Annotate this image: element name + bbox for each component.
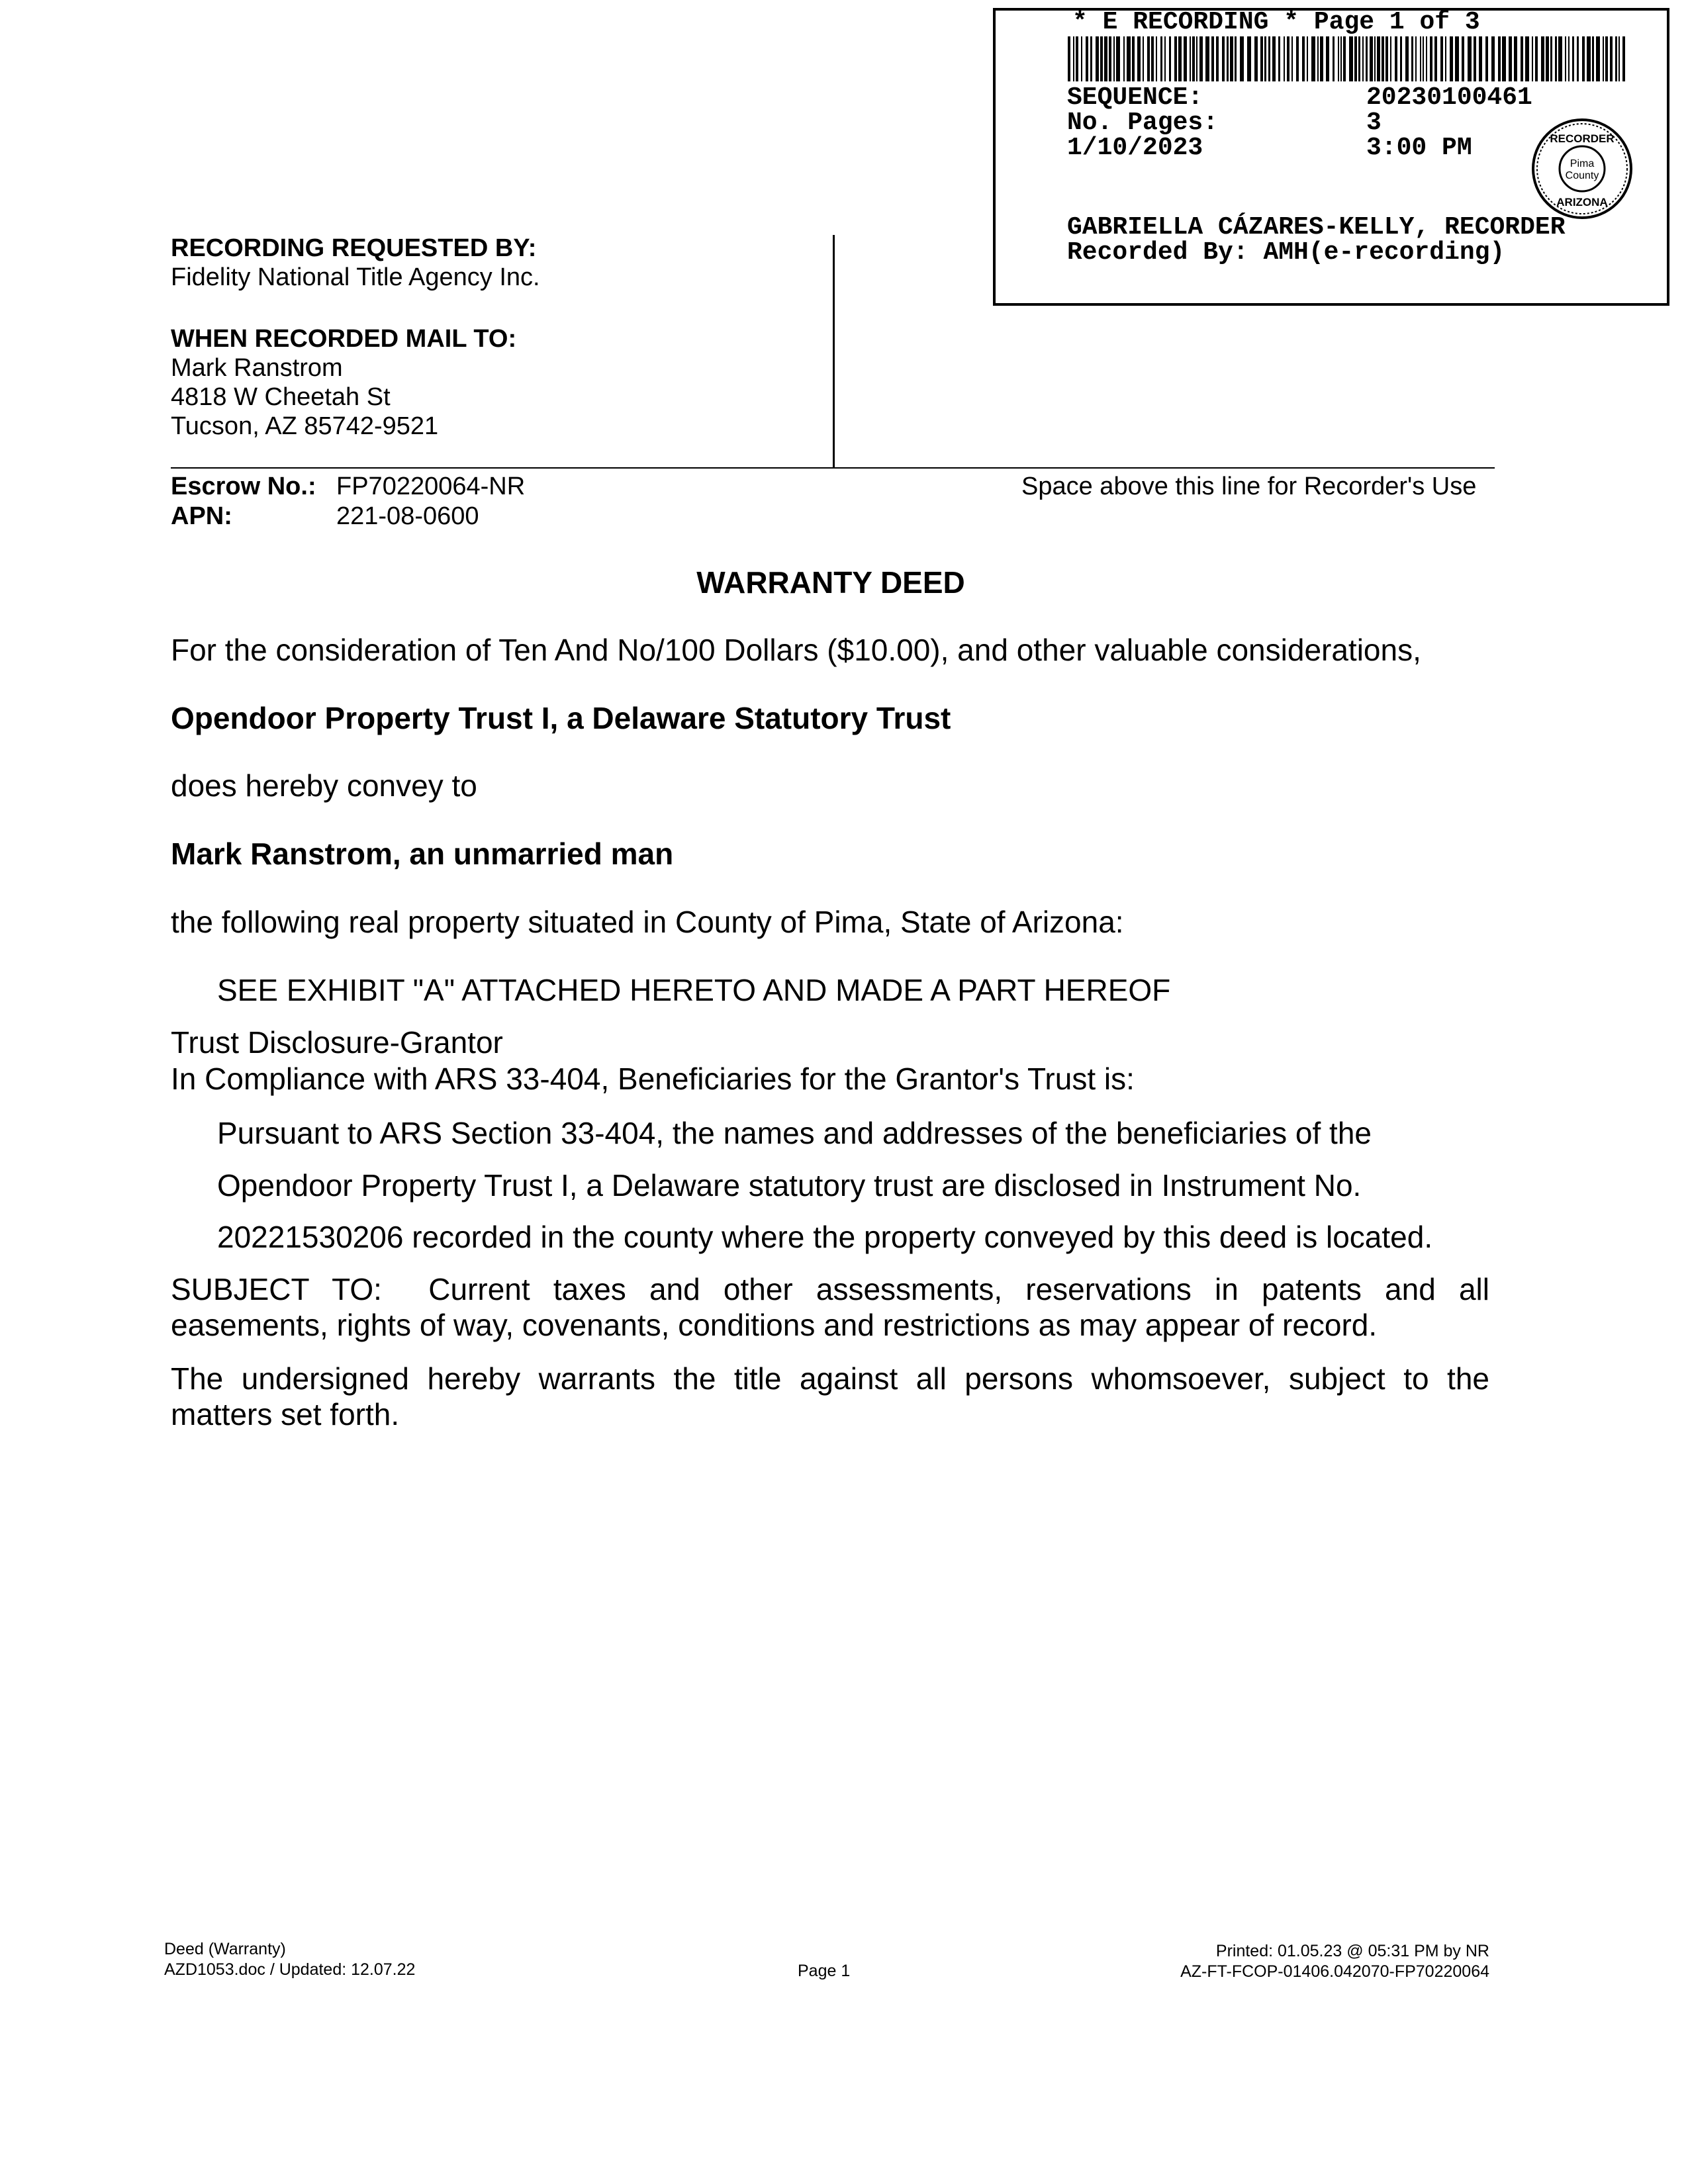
apn-label: APN: [171,502,232,530]
recording-requested-value: Fidelity National Title Agency Inc. [171,263,540,291]
barcode-bar [1485,36,1488,81]
barcode-bar [1068,36,1070,81]
barcode-bar [1565,36,1566,81]
barcode-bar [1113,36,1115,81]
barcode-bar [1178,36,1182,81]
barcode-bar [1143,36,1144,81]
barcode-bar [1240,36,1244,81]
barcode-bar [1184,36,1187,81]
barcode-bar [1227,36,1229,81]
barcode-bar [1622,36,1625,81]
barcode-bar [1555,36,1557,81]
grantor-name: Opendoor Property Trust I, a Delaware Statutory Trust [171,701,951,735]
warranty-line-2: matters set forth. [171,1397,400,1432]
barcode-bar [1455,36,1459,81]
barcode-bar [1603,36,1604,81]
barcode-bar [1434,36,1437,81]
barcode-bar [1610,36,1613,81]
barcode-bar [1104,36,1107,81]
barcode-bar [1235,36,1237,81]
barcode-bar [1521,36,1523,81]
barcode-bar [1377,36,1380,81]
barcode-bar [1147,36,1150,81]
barcode-bar [1423,36,1424,81]
barcode-bar [1479,36,1482,81]
barcode-bar [1174,36,1177,81]
recorder-use-note: Space above this line for Recorder's Use [1021,473,1477,500]
footer-printed: Printed: 01.05.23 @ 05:31 PM by NR [1215,1942,1489,1960]
barcode-bar [1230,36,1233,81]
barcode-bar [1474,36,1476,81]
barcode-bar [1577,36,1579,81]
barcode-bar [1260,36,1263,81]
stamp-sequence-value: 20230100461 [1366,83,1532,112]
stamp-recorded-by: Recorded By: AMH(e-recording) [1067,238,1505,267]
barcode-bar [1076,36,1078,81]
barcode-bar [1615,36,1617,81]
barcode-bar [1109,36,1111,81]
barcode-bar [1116,36,1120,81]
barcode-bar [1096,36,1099,81]
compliance-text: In Compliance with ARS 33-404, Beneficiaries for the Grantor's Trust is: [171,1062,1135,1096]
barcode-bar [1090,36,1092,81]
barcode-bar [1572,36,1574,81]
barcode-bar [1205,36,1209,81]
barcode-bar [1509,36,1512,81]
stamp-sequence-label: SEQUENCE: [1067,83,1203,112]
barcode-bar [1272,36,1276,81]
barcode-bar [1254,36,1258,81]
barcode-bar [1302,36,1305,81]
barcode-bar [1405,36,1409,81]
barcode-bar [1247,36,1251,81]
footer-reference: AZ-FT-FCOP-01406.042070-FP70220064 [1180,1962,1489,1981]
escrow-label: Escrow No.: [171,473,316,500]
barcode-bar [1592,36,1594,81]
barcode-bar [1086,36,1088,81]
barcode-bar [1587,36,1591,81]
barcode-image [1068,36,1626,81]
barcode-bar [1415,36,1417,81]
barcode-bar [1338,36,1339,81]
barcode-bar [1525,36,1529,81]
pursuant-line-2: Opendoor Property Trust I, a Delaware statutory trust are disclosed in Instrument No. [217,1168,1362,1203]
stamp-header: * E RECORDING * Page 1 of 3 [1072,8,1480,36]
barcode-bar [1514,36,1517,81]
barcode-bar [1222,36,1225,81]
barcode-bar [1333,36,1335,81]
barcode-bar [1558,36,1562,81]
barcode-bar [1420,36,1421,81]
barcode-bar [1326,36,1329,81]
barcode-bar [1426,36,1427,81]
escrow-value: FP70220064-NR [336,473,526,500]
barcode-bar [1605,36,1608,81]
barcode-bar [1317,36,1319,81]
convey-text: does hereby convey to [171,768,477,803]
apn-value: 221-08-0600 [336,502,479,530]
stamp-pages-label: No. Pages: [1067,109,1219,137]
barcode-bar [1100,36,1103,81]
barcode-bar [1390,36,1391,81]
barcode-bar [1354,36,1357,81]
barcode-bar [1160,36,1162,81]
footer-doc-type: Deed (Warranty) [164,1940,286,1958]
pursuant-line-3: 20221530206 recorded in the county where the property conveyed by this deed is located. [217,1220,1433,1254]
barcode-bar [1382,36,1384,81]
barcode-bar [1287,36,1289,81]
barcode-bar [1192,36,1195,81]
barcode-bar [1468,36,1472,81]
consideration-text: For the consideration of Ten And No/100 Dollars ($10.00), and other valuable considerations, [171,633,1421,667]
pursuant-line-1: Pursuant to ARS Section 33-404, the names and addresses of the beneficiaries of the [217,1116,1372,1150]
barcode-bar [1462,36,1464,81]
barcode-bar [1395,36,1397,81]
barcode-bar [1284,36,1285,81]
barcode-bar [1550,36,1552,81]
barcode-bar [1366,36,1368,81]
barcode-bar [1374,36,1376,81]
barcode-bar [1164,36,1166,81]
barcode-bar [1073,36,1074,81]
barcode-bar [1196,36,1197,81]
barcode-bar [1137,36,1141,81]
property-text: the following real property situated in County of Pima, State of Arizona: [171,905,1124,939]
barcode-bar [1199,36,1203,81]
mail-to-street: 4818 W Cheetah St [171,383,391,411]
barcode-bar [1362,36,1364,81]
barcode-bar [1440,36,1443,81]
barcode-bar [1340,36,1342,81]
barcode-bar [1307,36,1308,81]
county-recorder-seal-icon [1529,116,1635,222]
barcode-bar [1498,36,1501,81]
mail-to-name: Mark Ranstrom [171,354,343,382]
barcode-bar [1411,36,1413,81]
stamp-pages-value: 3 [1366,109,1382,137]
barcode-bar [1502,36,1506,81]
barcode-bar [1400,36,1402,81]
barcode-bar [1349,36,1353,81]
barcode-bar [1216,36,1219,81]
barcode-bar [1385,36,1388,81]
grantee-name: Mark Ranstrom, an unmarried man [171,837,674,871]
barcode-bar [1445,36,1446,81]
barcode-bar [1311,36,1315,81]
barcode-bar [1151,36,1154,81]
warranty-line-1: The undersigned hereby warrants the title against all persons whomsoever, subject to the [171,1361,1489,1396]
barcode-bar [1618,36,1620,81]
stamp-recorder-name: GABRIELLA CÁZARES-KELLY, RECORDER [1067,213,1566,242]
barcode-bar [1320,36,1323,81]
trust-disclosure-heading: Trust Disclosure-Grantor [171,1025,503,1060]
footer-page-number: Page 1 [798,1962,851,1980]
deed-title: WARRANTY DEED [696,565,965,600]
stamp-date: 1/10/2023 [1067,134,1203,162]
barcode-bar [1268,36,1270,81]
barcode-bar [1532,36,1533,81]
subject-to-line-1: SUBJECT TO: Current taxes and other assessments, reservations in patents and all [171,1272,1489,1306]
barcode-bar [1278,36,1280,81]
barcode-bar [1343,36,1346,81]
exhibit-text: SEE EXHIBIT "A" ATTACHED HERETO AND MADE A PART HEREOF [217,973,1171,1007]
barcode-bar [1081,36,1082,81]
barcode-bar [1291,36,1293,81]
barcode-bar [1535,36,1538,81]
barcode-bar [1211,36,1214,81]
mail-to-city: Tucson, AZ 85742-9521 [171,412,439,440]
barcode-bar [1596,36,1600,81]
barcode-bar [1127,36,1131,81]
header-vertical-divider [833,235,835,468]
recorder-use-line [171,467,1495,469]
barcode-bar [1132,36,1135,81]
barcode-bar [1491,36,1495,81]
barcode-bar [1169,36,1171,81]
svg-text:ARIZONA: ARIZONA [1556,196,1608,208]
subject-to-line-2: easements, rights of way, covenants, conditions and restrictions as may appear of record. [171,1308,1378,1342]
barcode-bar [1582,36,1585,81]
barcode-bar [1546,36,1549,81]
recording-requested-label: RECORDING REQUESTED BY: [171,234,537,262]
barcode-bar [1264,36,1266,81]
svg-text:County: County [1565,170,1599,181]
svg-text:RECORDER: RECORDER [1550,132,1615,145]
svg-text:Pima: Pima [1570,158,1595,169]
footer-doc-file: AZD1053.doc / Updated: 12.07.22 [164,1960,416,1979]
barcode-bar [1190,36,1191,81]
barcode-bar [1430,36,1432,81]
stamp-time: 3:00 PM [1366,134,1472,162]
barcode-bar [1568,36,1570,81]
barcode-bar [1296,36,1299,81]
barcode-bar [1370,36,1373,81]
barcode-bar [1358,36,1360,81]
barcode-bar [1541,36,1544,81]
mail-to-label: WHEN RECORDED MAIL TO: [171,325,517,353]
barcode-bar [1450,36,1453,81]
barcode-bar [1156,36,1157,81]
barcode-bar [1123,36,1125,81]
